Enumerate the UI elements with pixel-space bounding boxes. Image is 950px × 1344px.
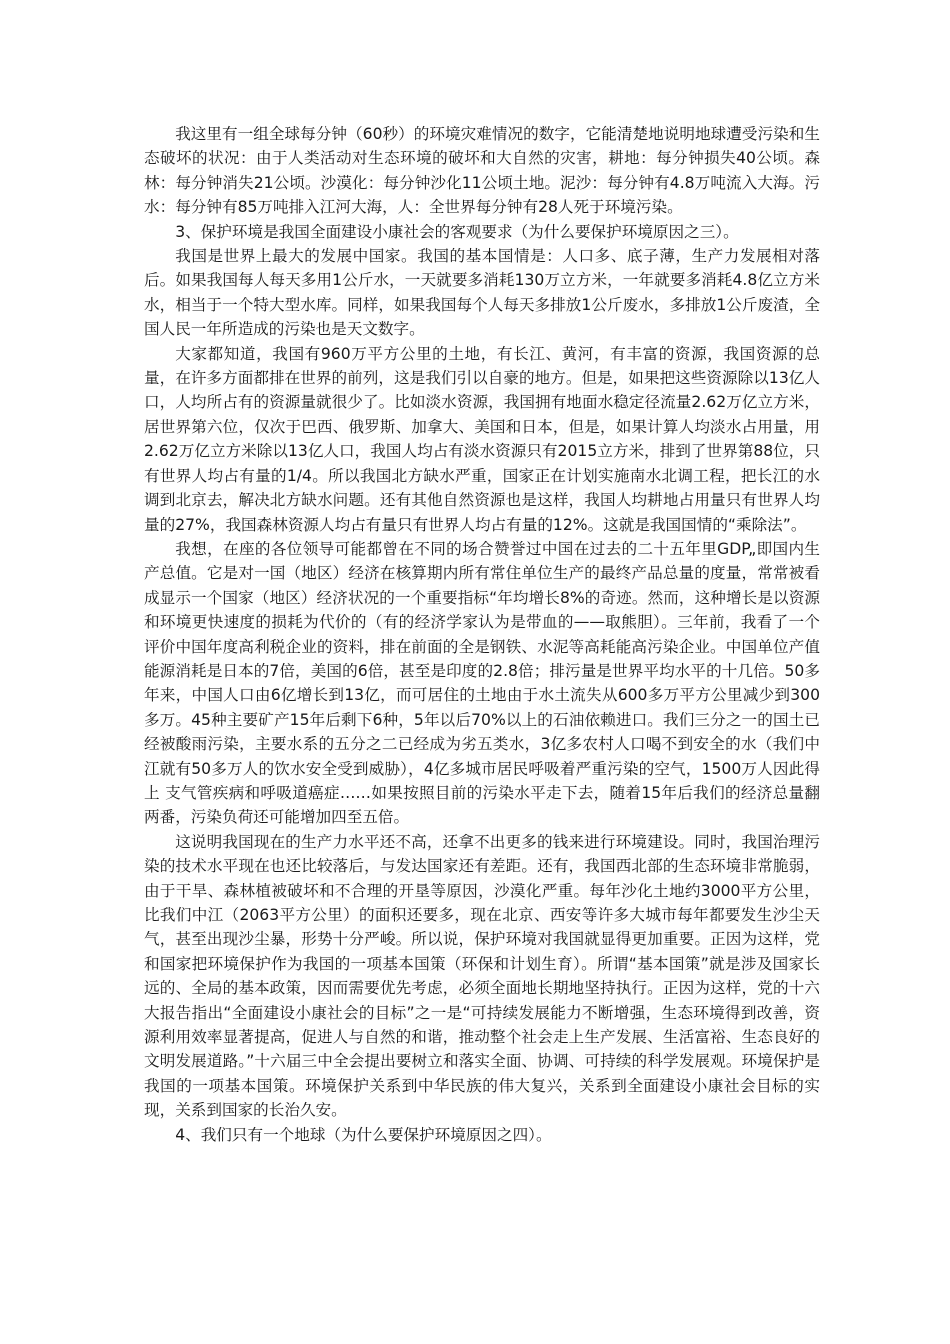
paragraph-national-conditions: 我国是世界上最大的发展中国家。我国的基本国情是：人口多、底子薄，生产力发展相对落后。如果我国每人每天多用1公斤水，一天就要多消耗130万立方米，一年就要多消耗4.8亿立方米水，相当于一个特大型水库。同样，如果我国每个人每天多排放1公斤废水，多排放1公斤废渣，全国人民一年所造成的污染也是天文数字。 xyxy=(144,247,820,339)
paragraph-global-disaster-figures: 我这里有一组全球每分钟（60秒）的环境灾难情况的数字，它能清楚地说明地球遭受污染和生态破坏的状况：由于人类活动对生态环境的破坏和大自然的灾害，耕地：每分钟损失40公顷。森林：每分钟消失21公顷。沙漠化：每分钟沙化11公顷土地。泥沙：每分钟有4.8万吨流入大海。污水：每分钟有85万吨排入江河大海，人：全世界每分钟有28人死于环境污染。 xyxy=(144,125,820,217)
paragraph-gdp-growth-cost: 我想，在座的各位领导可能都曾在不同的场合赞誉过中国在过去的二十五年里GDP„即国内生产总值。它是对一国（地区）经济在核算期内所有常住单位生产的最终产品总量的度量，常常被看成显示一个国家（地区）经济状况的一个重要指标“年均增长8%的奇迹。然而，这种增长是以资源和环境更快速度的损耗为代价的（有的经济学家认为是带血的——取熊胆）。三年前，我看了一个评价中国年度高利税企业的资料，排在前面的全是钢铁、水泥等高耗能高污染企业。中国单位产值能源消耗是日本的7倍，美国的6倍，甚至是印度的2.8倍；排污量是世界平均水平的十几倍。50多年来，中国人口由6亿增长到13亿，而可居住的土地由于水土流失从600多万平方公里减少到300多万。45种主要矿产15年后剩下6种，5年以后70%以上的石油依赖进口。我们三分之一的国土已经被酸雨污染，主要水系的五分之二已经成为劣五类水，3亿多农村人口喝不到安全的水（我们中江就有50多万人的饮水安全受到威胁），4亿多城市居民呼吸着严重污染的空气，1500万人因此得上 支气管疾病和呼吸道癌症……如果按照目前的污染水平走下去，随着15年后我们的经济总量翻两番，污染负荷还可能增加四至五倍。 xyxy=(144,539,820,827)
paragraph-basic-national-policy: 这说明我国现在的生产力水平还不高，还拿不出更多的钱来进行环境建设。同时，我国治理污染的技术水平现在也还比较落后，与发达国家还有差距。还有，我国西北部的生态环境非常脆弱，由于干旱、森林植被破坏和不合理的开垦等原因，沙漠化严重。每年沙化土地约3000平方公里，比我们中江（2063平方公里）的面积还要多，现在北京、西安等许多大城市每年都要发生沙尘天气，甚至出现沙尘暴，形势十分严峻。所以说，保护环境对我国就显得更加重要。正因为这样，党和国家把环境保护作为我国的一项基本国策（环保和计划生育）。所谓“基本国策”就是涉及国家长远的、全局的基本政策，因而需要优先考虑，必须全面地长期地坚持执行。正因为这样，党的十六大报告指出“全面建设小康社会的目标”之一是“可持续发展能力不断增强，生态环境得到改善，资源利用效率显著提高，促进人与自然的和谐，推动整个社会走上生产发展、生活富裕、生态良好的文明发展道路。”十六届三中全会提出要树立和落实全面、协调、可持续的科学发展观。环境保护是我国的一项基本国策。环境保护关系到中华民族的伟大复兴，关系到全面建设小康社会目标的实现，关系到国家的长治久安。 xyxy=(144,832,820,1120)
document-body xyxy=(144,122,820,1147)
paragraph-resources-per-capita: 大家都知道，我国有960万平方公里的土地，有长江、黄河，有丰富的资源，我国资源的总量，在许多方面都排在世界的前列，这是我们引以自豪的地方。但是，如果把这些资源除以13亿人口，人均所占有的资源量就很少了。比如淡水资源，我国拥有地面水稳定径流量2.62万亿立方米，居世界第六位，仅次于巴西、俄罗斯、加拿大、美国和日本，但是，如果计算人均淡水占用量，用2.62万亿立方米除以13亿人口，我国人均占有淡水资源只有2015立方米，排到了世界第88位，只有世界人均占有量的1/4。所以我国北方缺水严重，国家正在计划实施南水北调工程，把长江的水调到北京去，解决北方缺水问题。还有其他自然资源也是这样，我国人均耕地占用量只有世界人均量的27%，我国森林资源人均占有量只有世界人均占有量的12%。这就是我国国情的“乘除法”。 xyxy=(144,344,820,534)
heading-reason-three: 3、保护环境是我国全面建设小康社会的客观要求（为什么要保护环境原因之三）。 xyxy=(175,222,739,241)
heading-reason-four: 4、我们只有一个地球（为什么要保护环境原因之四）。 xyxy=(175,1125,552,1144)
